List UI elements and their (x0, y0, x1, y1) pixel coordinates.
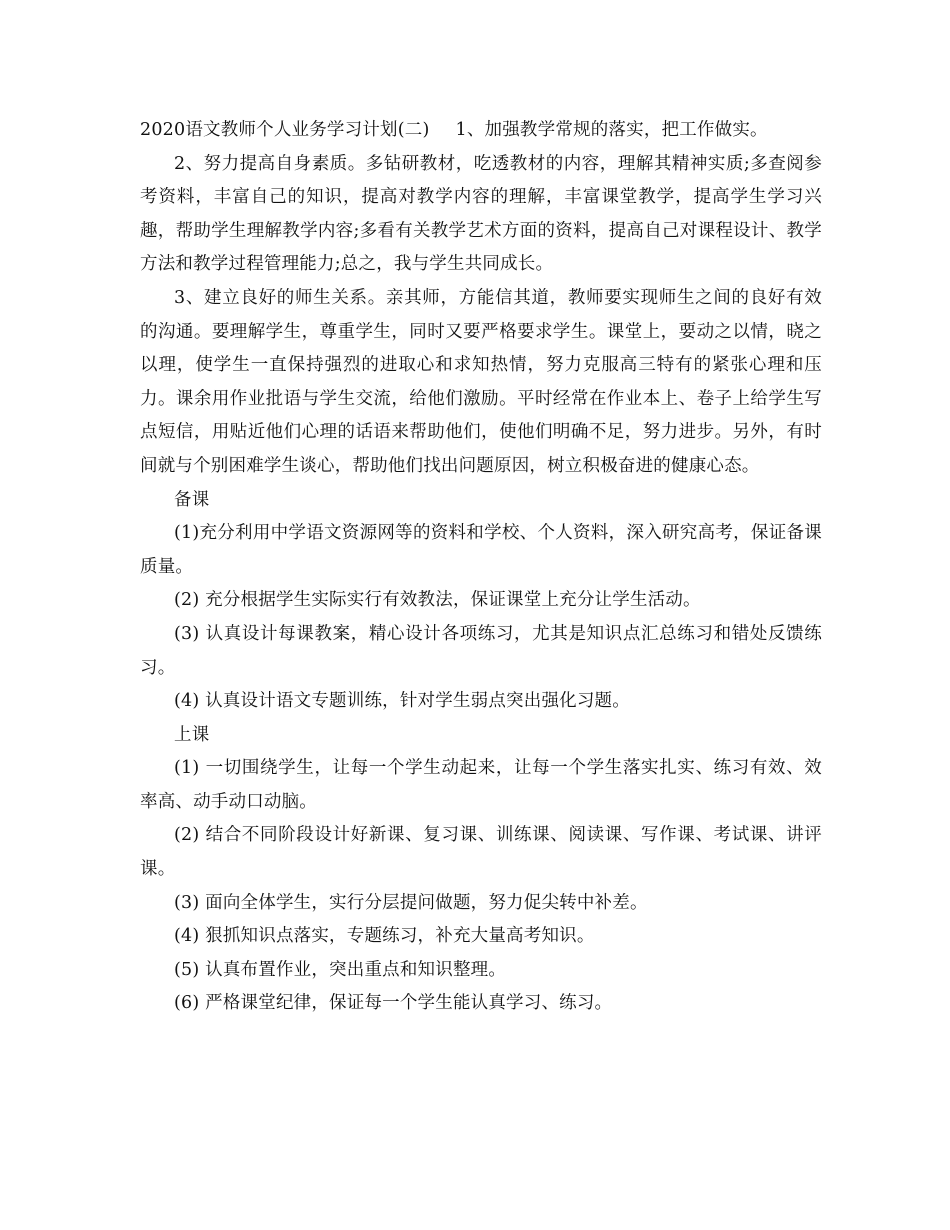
list-item: (6) 严格课堂纪律，保证每一个学生能认真学习、练习。 (174, 993, 613, 1014)
paragraph-teacher-student-relations: 3、建立良好的师生关系。亲其师，方能信其道，教师要实现师生之间的良好有效的沟通。要理解学生，尊重学生，同时又要严格要求学生。课堂上，要动之以情，晓之以理，使学生一直保持强烈的进取心和求知热情，努力克服高三特有的紧张心理和压力。课余用作业批语与学生交流，给他们激励。平时经常在作业本上、卷子上给学生写点短信，用贴近他们心理的话语来帮助他们，使他们明确不足，努力进步。另外，有时间就与个别困难学生谈心，帮助他们找出问题原因，树立积极奋进的健康心态。 (140, 287, 822, 476)
section-heading-class: 上课 (174, 724, 210, 745)
list-item: (4) 认真设计语文专题训练，针对学生弱点突出强化习题。 (174, 691, 630, 712)
list-item: (3) 面向全体学生，实行分层提问做题，努力促尖转中补差。 (174, 892, 648, 913)
first-item: 1、加强教学常规的落实，把工作做实。 (455, 120, 768, 140)
title-line (140, 114, 822, 148)
list-item: (2) 充分根据学生实际实行有效教法，保证课堂上充分让学生活动。 (174, 590, 701, 611)
document-body (140, 114, 822, 1021)
list-item: (2) 结合不同阶段设计好新课、复习课、训练课、阅读课、写作课、考试课、讲评课。 (140, 825, 822, 880)
list-item: (3) 认真设计每课教案，精心设计各项练习，尤其是知识点汇总练习和错处反馈练习。 (140, 623, 822, 678)
list-item: (5) 认真布置作业，突出重点和知识整理。 (174, 959, 507, 980)
document-title: 2020语文教师个人业务学习计划(二) (140, 120, 430, 140)
list-item: (4) 狠抓知识点落实，专题练习，补充大量高考知识。 (174, 926, 595, 947)
section-heading-lesson-prep: 备课 (174, 489, 210, 510)
list-item: (1)充分利用中学语文资源网等的资料和学校、个人资料，深入研究高考，保证备课质量。 (140, 523, 822, 577)
paragraph-self-improvement: 2、努力提高自身素质。多钻研教材，吃透教材的内容，理解其精神实质;多查阅参考资料，丰富自己的知识，提高对教学内容的理解，丰富课堂教学，提高学生学习兴趣，帮助学生理解教学内容;多看有关教学艺术方面的资料，提高自己对课程设计、教学方法和教学过程管理能力;总之，我与学生共同成长。 (140, 153, 822, 275)
list-item: (1) 一切围绕学生，让每一个学生动起来，让每一个学生落实扎实、练习有效、效率高、动手动口动脑。 (140, 758, 822, 812)
